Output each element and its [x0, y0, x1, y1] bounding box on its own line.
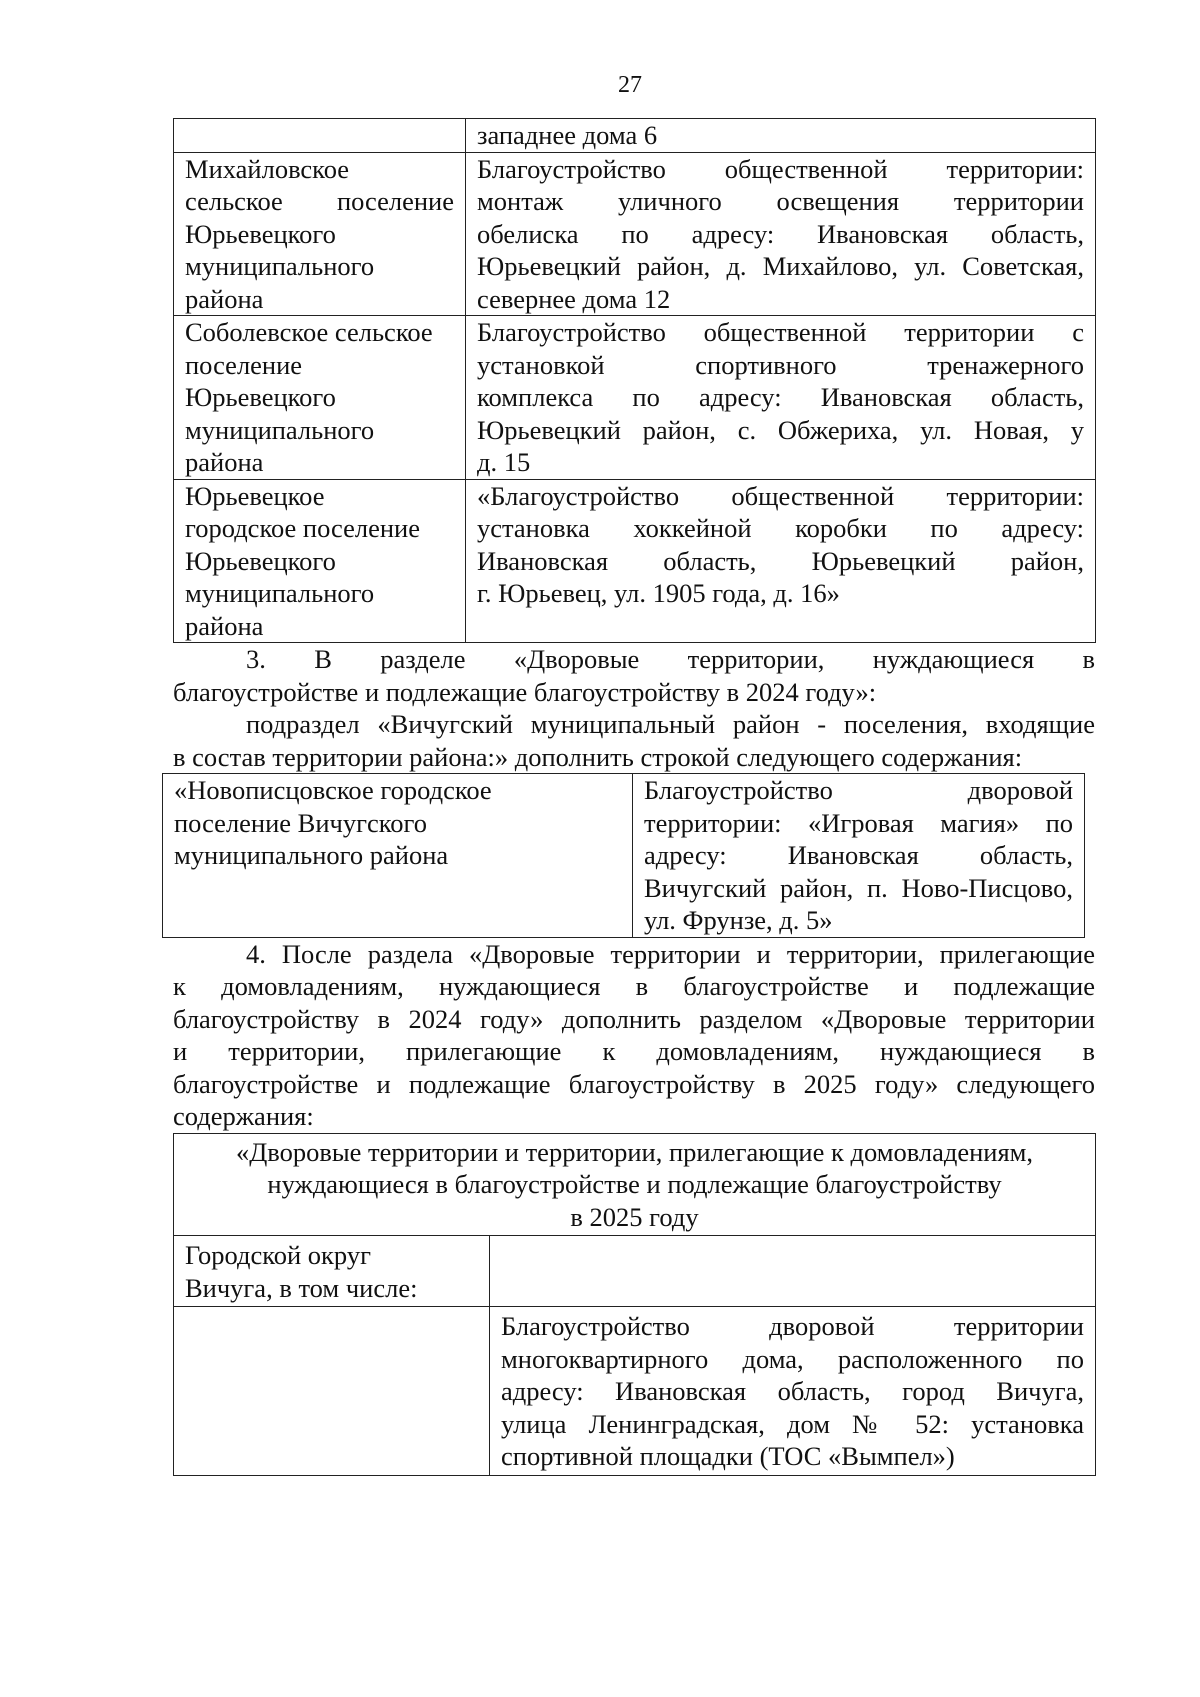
- territories-table-continued: [173, 118, 1096, 643]
- cell-line: Соболевское сельское: [185, 317, 433, 347]
- table-cell-settlement: [174, 152, 466, 316]
- cell-line: установка хоккейной коробки по адресу:: [477, 513, 1084, 543]
- cell-line: г. Юрьевец, ул. 1905 года, д. 16»: [477, 578, 840, 608]
- cell-line: севернее дома 12: [477, 283, 671, 314]
- cell-line: территории: «Игровая магия» по: [644, 807, 1073, 838]
- cell-line: ул. Фрунзе, д. 5»: [644, 905, 833, 935]
- paragraph-line: 4. После раздела «Дворовые территории и территории, прилегающие: [246, 938, 1095, 969]
- cell-line: района: [185, 283, 264, 314]
- paragraph-3: [173, 643, 1095, 773]
- table-cell-description: [466, 152, 1096, 316]
- cell-line: Юрьевецкого: [185, 218, 336, 249]
- cell-line: монтаж уличного освещения территории: [477, 186, 1084, 216]
- table-cell-settlement: [174, 479, 466, 643]
- table-cell-settlement: [174, 119, 466, 153]
- cell-line: адресу: Ивановская область, город Вичуга,: [501, 1376, 1084, 1406]
- cell-line: Михайловское: [185, 153, 350, 184]
- cell-line: комплекса по адресу: Ивановская область,: [477, 382, 1084, 412]
- table-cell-description: [490, 1236, 1096, 1307]
- cell-line: поселение Вичугского: [174, 807, 427, 838]
- paragraph-line: подраздел «Вичугский муниципальный район - поселения, входящие: [246, 709, 1095, 739]
- cell-line: улица Ленинградская, дом № 52: установка: [501, 1408, 1084, 1439]
- cell-line: Благоустройство дворовой: [644, 775, 1073, 805]
- cell-line: Благоустройство общественной территории с: [477, 317, 1084, 347]
- cell-line: Юрьевецкого: [185, 545, 336, 576]
- table-cell-settlement: [174, 1307, 490, 1476]
- table-cell-settlement: [174, 1236, 490, 1307]
- paragraph-line: 3. В разделе «Дворовые территории, нуждающиеся в: [246, 644, 1095, 674]
- table-row: [174, 479, 1096, 643]
- cell-line: спортивной площадки (ТОС «Вымпел»): [501, 1441, 955, 1471]
- paragraph-line: благоустройстве и подлежащие благоустройству в 2025 году» следующего: [173, 1068, 1095, 1099]
- cell-line: Юрьевецкий район, д. Михайлово, ул. Советская,: [477, 251, 1084, 281]
- cell-line: Городской округ: [185, 1240, 371, 1270]
- header-line: «Дворовые территории и территории, прилегающие к домовладениям,: [235, 1136, 1034, 1167]
- cell-line: муниципального: [185, 414, 375, 445]
- paragraph-line: в состав территории района:» дополнить строкой следующего содержания:: [173, 741, 1023, 772]
- cell-line: установкой спортивного тренажерного: [477, 349, 1084, 380]
- paragraph-4: [173, 938, 1095, 1133]
- cell-line: городское поселение: [185, 513, 420, 543]
- cell-line: Ивановская область, Юрьевецкий район,: [477, 545, 1084, 576]
- cell-line: муниципального: [185, 578, 375, 608]
- table-row: [174, 152, 1096, 316]
- vichuga-district-table: [162, 773, 1085, 938]
- table-row: [174, 1307, 1096, 1476]
- table-cell-settlement: [174, 316, 466, 480]
- cell-line: муниципального: [185, 251, 375, 281]
- cell-line: обелиска по адресу: Ивановская область,: [477, 218, 1084, 249]
- table-row: [174, 316, 1096, 480]
- table-header: [174, 1133, 1096, 1236]
- cell-line: «Благоустройство общественной территории:: [477, 480, 1084, 511]
- courtyard-territories-2025-table: [173, 1133, 1096, 1476]
- paragraph-line: благоустройстве и подлежащие благоустройству в 2024 году»:: [173, 676, 877, 707]
- cell-line: западнее дома 6: [477, 120, 658, 150]
- cell-line: сельское поселение: [185, 186, 454, 216]
- table-cell-description: [466, 119, 1096, 153]
- cell-line: района: [185, 447, 264, 477]
- paragraph-line: благоустройству в 2024 году» дополнить разделом «Дворовые территории: [173, 1003, 1095, 1034]
- table-row: [163, 774, 1085, 938]
- paragraph-line: и территории, прилегающие к домовладениям, нуждающиеся в: [173, 1036, 1095, 1066]
- header-line: нуждающиеся в благоустройстве и подлежащие благоустройству: [267, 1169, 1002, 1199]
- cell-line: поселение: [185, 349, 303, 380]
- table-header-row: [174, 1133, 1096, 1236]
- cell-line: «Новописцовское городское: [174, 775, 492, 805]
- paragraph-line: содержания:: [173, 1101, 314, 1131]
- cell-line: Благоустройство дворовой территории: [501, 1311, 1084, 1341]
- paragraph-line: к домовладениям, нуждающиеся в благоустройстве и подлежащие: [173, 971, 1095, 1001]
- cell-line: Благоустройство общественной территории:: [477, 153, 1084, 184]
- cell-line: Вичугский район, п. Ново-Писцово,: [644, 872, 1073, 903]
- cell-line: муниципального района: [174, 840, 449, 870]
- table-cell-description: [633, 774, 1085, 938]
- header-line: в 2025 году: [570, 1201, 699, 1232]
- cell-line: Юрьевецкий район, с. Обжериха, ул. Новая, у: [477, 414, 1084, 445]
- table-cell-description: [466, 479, 1096, 643]
- table-cell-description: [490, 1307, 1096, 1476]
- cell-line: района: [185, 610, 264, 641]
- table-row: [174, 1236, 1096, 1307]
- document-body: [173, 118, 1095, 1476]
- cell-line: адресу: Ивановская область,: [644, 840, 1073, 870]
- cell-line: д. 15: [477, 447, 531, 477]
- cell-line: Юрьевецкого: [185, 382, 336, 412]
- table-cell-settlement: [163, 774, 633, 938]
- table-cell-description: [466, 316, 1096, 480]
- cell-line: Юрьевецкое: [185, 480, 325, 511]
- page-number: 27: [618, 72, 642, 98]
- cell-line: многоквартирного дома, расположенного по: [501, 1343, 1084, 1374]
- cell-line: Вичуга, в том числе:: [185, 1272, 418, 1303]
- table-row: [174, 119, 1096, 153]
